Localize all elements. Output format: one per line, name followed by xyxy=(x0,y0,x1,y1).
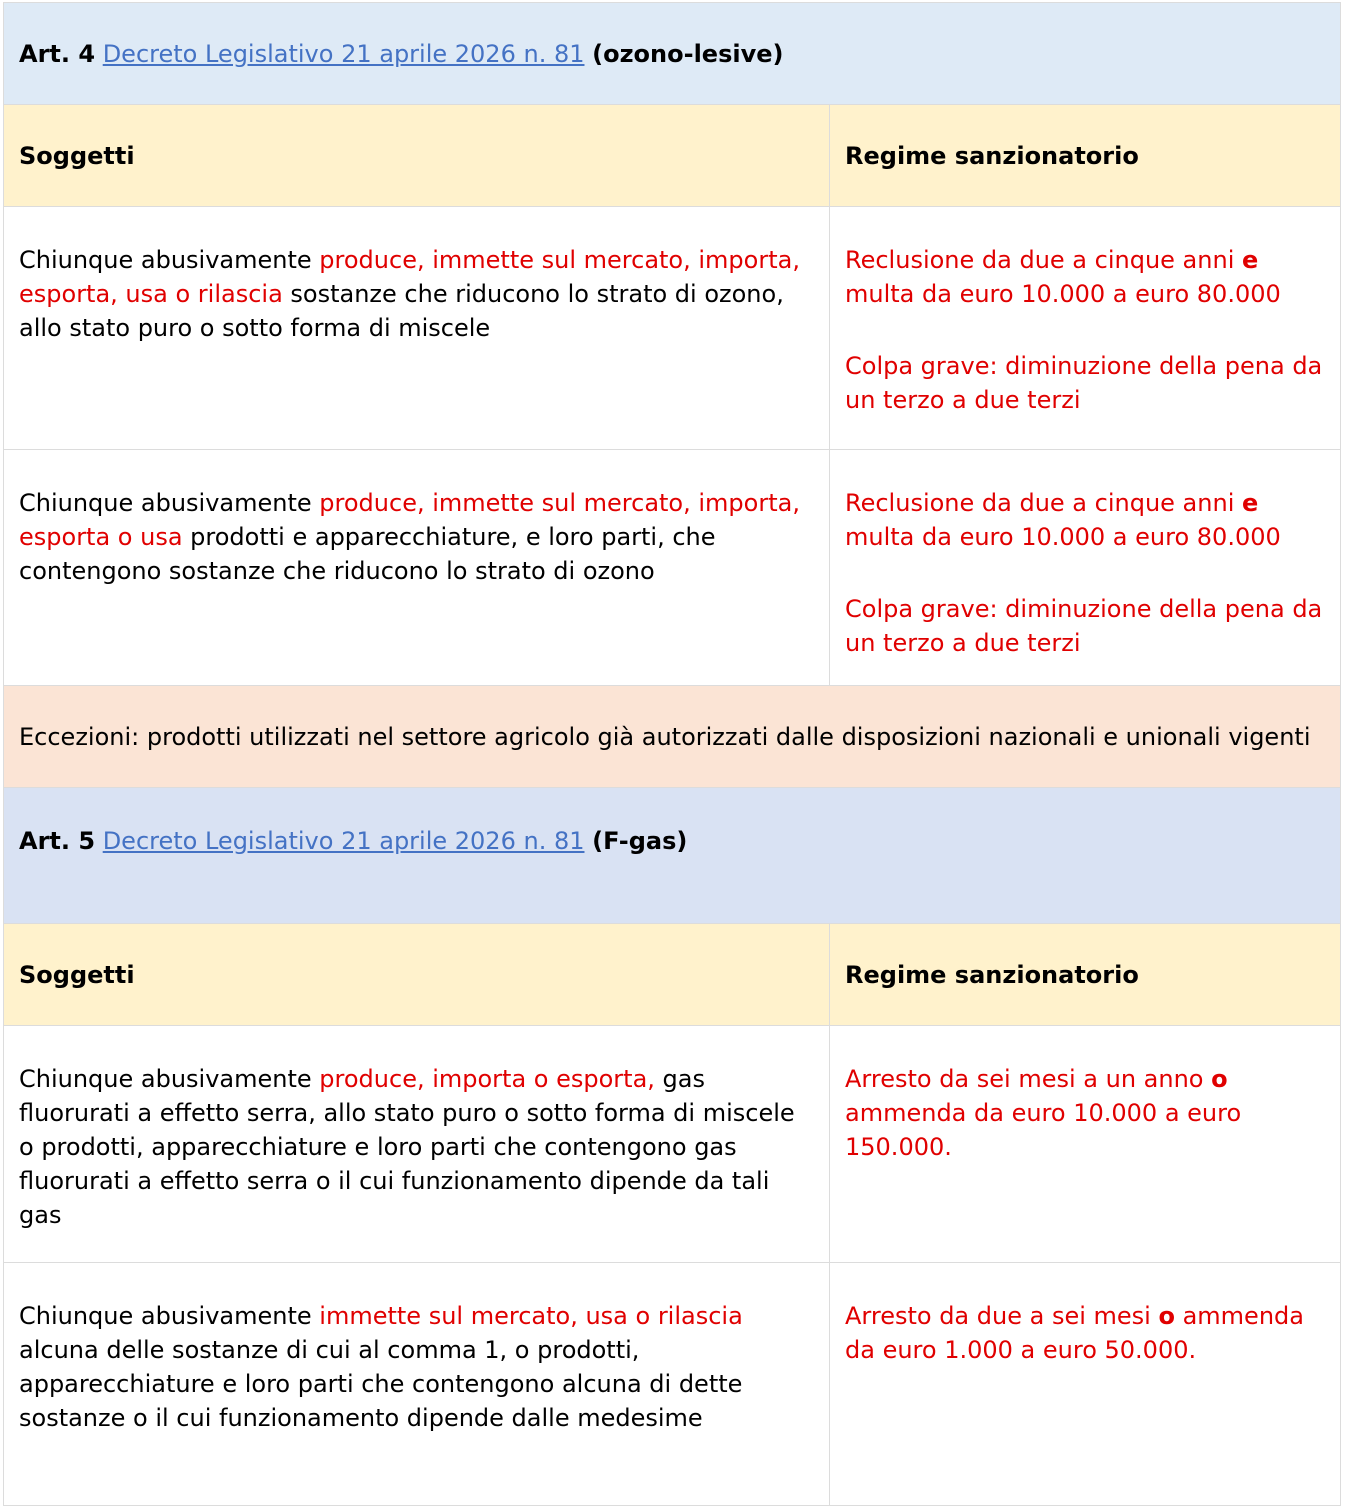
soggetti-cell xyxy=(4,450,830,686)
regime-text: Reclusione da due a cinque anni xyxy=(845,246,1242,274)
header-soggetti: Soggetti xyxy=(4,924,830,1026)
regime-colpa-grave: Colpa grave: diminuzione della pena da un terzo a due terzi xyxy=(845,595,1323,657)
soggetti-highlight: produce, immette sul mercato, importa, esporta o usa xyxy=(19,489,800,551)
art5-title xyxy=(4,788,1341,924)
regime-text: ammenda da euro 10.000 a euro 150.000. xyxy=(845,1099,1242,1161)
regime-conjunction: o xyxy=(1211,1065,1228,1093)
eccezioni-text: Eccezioni: prodotti utilizzati nel settore agricolo già autorizzati dalle disposizioni nazionali e unionali vigenti xyxy=(4,686,1341,788)
header-regime: Regime sanzionatorio xyxy=(830,105,1341,207)
soggetti-text: Chiunque abusivamente xyxy=(19,246,320,274)
regime-text: Arresto da due a sei mesi xyxy=(845,1302,1159,1330)
soggetti-text: Chiunque abusivamente xyxy=(19,489,320,517)
soggetti-text: alcuna delle sostanze di cui al comma 1, o prodotti, apparecchiature e loro parti che contengono alcuna di dette sostanze o il cui funzionamento dipende dalle medesime xyxy=(19,1336,743,1432)
art4-suffix: (ozono-lesive) xyxy=(592,39,784,68)
soggetti-highlight: produce, immette sul mercato, importa, esporta, usa o rilascia xyxy=(19,246,800,308)
soggetti-text: sostanze che riducono lo strato di ozono, allo stato puro o sotto forma di miscele xyxy=(19,280,784,342)
regime-penalty xyxy=(845,1062,1325,1164)
soggetti-text: gas fluorurati a effetto serra, allo stato puro o sotto forma di miscele o prodotti, apparecchiature e loro parti che contengono gas fluorurati a effetto serra o il cui funzionamento dipende da tali gas xyxy=(19,1065,795,1229)
art5-decree-link[interactable]: Decreto Legislativo 21 aprile 2026 n. 81 xyxy=(102,827,585,855)
art5-header-row xyxy=(4,788,1341,924)
regime-penalty xyxy=(845,486,1325,554)
regime-cell xyxy=(830,450,1341,686)
regime-conjunction: e xyxy=(1241,489,1259,517)
soggetti-highlight: immette sul mercato, usa o rilascia xyxy=(319,1302,743,1330)
soggetti-highlight: produce, importa o esporta, xyxy=(319,1065,655,1093)
art4-column-headers xyxy=(4,105,1341,207)
art4-title xyxy=(4,3,1341,105)
art5-column-headers xyxy=(4,924,1341,1026)
soggetti-text: prodotti e apparecchiature, e loro parti, che contengono sostanze che riducono lo strato di ozono xyxy=(19,523,716,585)
eccezioni-row xyxy=(4,686,1341,788)
header-regime: Regime sanzionatorio xyxy=(830,924,1341,1026)
regime-conjunction: e xyxy=(1241,246,1259,274)
regime-text: ammenda da euro 1.000 a euro 50.000. xyxy=(845,1302,1304,1364)
regime-text: Reclusione da due a cinque anni xyxy=(845,489,1242,517)
regime-text: multa da euro 10.000 a euro 80.000 xyxy=(845,280,1281,308)
regime-text: multa da euro 10.000 a euro 80.000 xyxy=(845,523,1281,551)
art5-prefix: Art. 5 xyxy=(19,827,96,855)
table-row xyxy=(4,1263,1341,1506)
art4-prefix: Art. 4 xyxy=(19,39,96,68)
soggetti-cell xyxy=(4,1026,830,1263)
art5-suffix: (F-gas) xyxy=(592,827,688,855)
table-row xyxy=(4,207,1341,450)
soggetti-cell xyxy=(4,207,830,450)
regime-cell xyxy=(830,1026,1341,1263)
soggetti-cell xyxy=(4,1263,830,1506)
table-row xyxy=(4,450,1341,686)
soggetti-text: Chiunque abusivamente xyxy=(19,1302,320,1330)
art4-decree-link[interactable]: Decreto Legislativo 21 aprile 2026 n. 81 xyxy=(102,39,585,68)
table-row xyxy=(4,1026,1341,1263)
regime-colpa-grave: Colpa grave: diminuzione della pena da un terzo a due terzi xyxy=(845,352,1323,414)
regime-cell xyxy=(830,1263,1341,1506)
regime-penalty xyxy=(845,1299,1325,1367)
regime-cell xyxy=(830,207,1341,450)
art4-header-row xyxy=(4,3,1341,105)
soggetti-text: Chiunque abusivamente xyxy=(19,1065,320,1093)
regime-conjunction: o xyxy=(1158,1302,1175,1330)
sanctions-table xyxy=(3,2,1341,1506)
regime-penalty xyxy=(845,243,1325,311)
header-soggetti: Soggetti xyxy=(4,105,830,207)
regime-text: Arresto da sei mesi a un anno xyxy=(845,1065,1212,1093)
